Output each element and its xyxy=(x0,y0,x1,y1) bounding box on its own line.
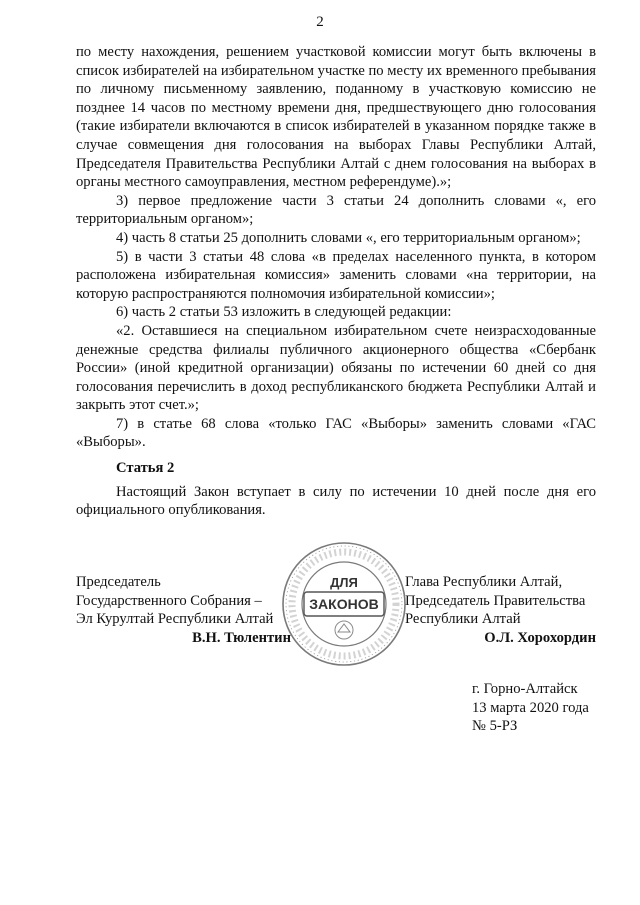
paragraph-item-7: 7) в статье 68 слова «только ГАС «Выборы» заменить словами «ГАС «Выборы». xyxy=(76,415,596,451)
paragraph-quoted-part-2: «2. Оставшиеся на специальном избирательном счете неизрасходованные денежные средства филиалы публичного акционерного общества «Сбербанк России» (иной кредитной организации) обязаны по истечении 60 дней со дня голосования перечислить в доход республиканского бюджета Республики Алтай и закрыть этот счет.»; xyxy=(76,322,596,414)
seal-label-line-2: ЗАКОНОВ xyxy=(309,596,379,612)
article-2-heading: Статья 2 xyxy=(116,460,175,477)
seal-emblem-mark-icon xyxy=(338,624,350,632)
paragraph-item-5: 5) в части 3 статьи 48 слова «в пределах населенного пункта, в котором расположена избирательная комиссия» заменить словами «на территории, на которую распространяются полномочия избирательной комиссии»; xyxy=(76,248,596,302)
chairman-title-line-1: Председатель xyxy=(76,574,161,590)
chairman-title-line-3: Эл Курултай Республики Алтай xyxy=(76,611,274,628)
signature-block-head-of-republic xyxy=(405,573,596,647)
chairman-title-line-2: Государственного Собрания – xyxy=(76,592,262,609)
law-number: № 5-РЗ xyxy=(472,718,518,735)
city: г. Горно-Алтайск xyxy=(472,681,578,697)
head-title-line-1: Глава Республики Алтай, xyxy=(405,574,563,590)
adoption-date: 13 марта 2020 года xyxy=(472,699,589,716)
paragraph-continuation: по месту нахождения, решением участковой комиссии могут быть включены в список избирателей на избирательном участке по месту их временного пребывания по личному письменному заявлению, поданному в участковую комиссию не позднее 14 часов по местному времени дня, предшествующего дню голосования (такие избиратели включаются в список избирателей в указанном порядке также в случае совмещения дня голосования на выборах Главы Республики Алтай, Председателя Правительства Республики Алтай с днем голосования на выборах в органы местного самоуправления, местном референдуме).»; xyxy=(76,44,596,191)
head-name: О.Л. Хорохордин xyxy=(484,629,596,646)
signature-block-chairman xyxy=(76,573,291,647)
head-title-line-3: Республики Алтай xyxy=(405,611,521,628)
paragraph-item-3: 3) первое предложение части 3 статьи 24 дополнить словами «, его территориальным органом»; xyxy=(76,192,596,228)
page-number: 2 xyxy=(316,14,324,30)
paragraph-item-6: 6) часть 2 статьи 53 изложить в следующей редакции: xyxy=(116,304,452,321)
seal-graphic xyxy=(280,540,408,668)
law-body-text xyxy=(76,43,596,520)
head-title-line-2: Председатель Правительства xyxy=(405,592,586,609)
paragraph-item-4: 4) часть 8 статьи 25 дополнить словами «, его территориальным органом»; xyxy=(116,229,581,246)
official-seal-stamp xyxy=(280,540,408,668)
article-2-text: Настоящий Закон вступает в силу по истечении 10 дней после дня его официального опубликования. xyxy=(76,483,596,519)
place-and-date-block xyxy=(472,680,589,736)
seal-label-line-1: ДЛЯ xyxy=(330,575,358,590)
chairman-name: В.Н. Тюлентин xyxy=(192,629,291,646)
